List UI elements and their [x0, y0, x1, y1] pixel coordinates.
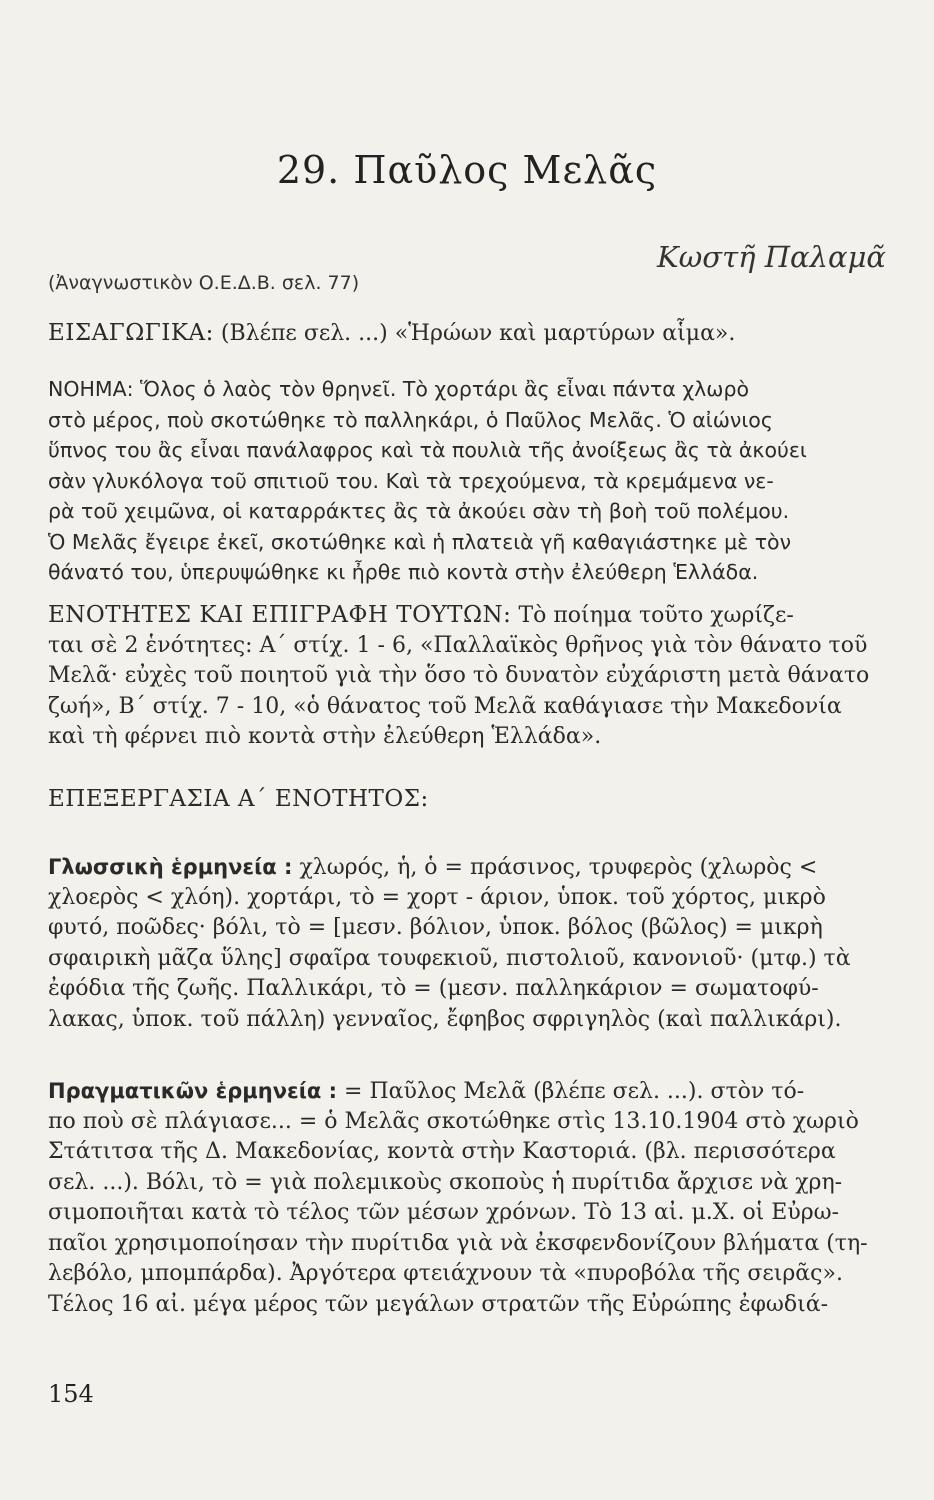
section-label: Γλωσσικὴ ἑρμηνεία :: [48, 855, 293, 879]
text-line: χλοερὸς < χλόη). χορτάρι, τὸ = χορτ - άριον, ὑποκ. τοῦ χόρτος, μικρὸ: [48, 884, 826, 910]
section-noima: [48, 374, 898, 588]
text-line: παῖοι χρησιμοποίησαν τὴν πυρίτιδα γιὰ νὰ ἐκσφενδονίζουν βλήματα (τη-: [48, 1230, 868, 1256]
page-number: 154: [48, 1380, 94, 1408]
text-line: Μελᾶ· εὐχὲς τοῦ ποιητοῦ γιὰ τὴν ὅσο τὸ δυνατὸν εὐχάριστη μετὰ θάνατο: [48, 663, 870, 688]
text-line: σφαιρικὴ μᾶζα ὕλης] σφαῖρα τουφεκιοῦ, πιστολιοῦ, κανονιοῦ· (μτφ.) τὰ: [48, 945, 851, 971]
text-line: ἐφόδια τῆς ζωῆς. Παλλικάρι, τὸ = (μεσν. παλληκάριον = σωματοφύ-: [48, 976, 819, 1001]
section-label: ΕΙΣΑΓΩΓΙΚΑ:: [48, 320, 214, 346]
section-enotites: [48, 600, 898, 753]
poem-author: Κωστῆ Παλαμᾶ: [656, 240, 886, 274]
text-line: φυτό, ποῶδες· βόλι, τὸ = [μεσν. βόλιον, ὑποκ. βόλος (βῶλος) = μικρὴ: [48, 915, 823, 940]
section-label: ΕΠΕΞΕΡΓΑΣΙΑ Α΄ ΕΝΟΤΗΤΟΣ:: [48, 786, 429, 812]
text-line: θάνατό του, ὑπερυψώθηκε κι ἦρθε πιὸ κοντὰ στὴν ἐλεύθερη Ἑλλάδα.: [48, 560, 759, 584]
text-line: λακας, ὑποκ. τοῦ πάλλη) γενναῖος, ἔφηβος σφριγηλὸς (καὶ παλλικάρι).: [48, 1006, 842, 1032]
section-epexergasia: [48, 784, 898, 815]
section-pragmatikon: [48, 1076, 898, 1320]
source-reference: (Ἀναγνωστικὸν Ο.Ε.Δ.Β. σελ. 77): [48, 272, 360, 294]
text-line: Τὸ ποίημα τοῦτο χωρίζε-: [518, 603, 794, 628]
text-line: σιμοποιῆται κατὰ τὸ τέλος τῶν μέσων χρόνων. Τὸ 13 αἰ. μ.Χ. οἱ Εὐρω-: [48, 1200, 840, 1225]
section-label: ΕΝΟΤΗΤΕΣ ΚΑΙ ΕΠΙΓΡΑΦΗ ΤΟΥΤΩΝ:: [48, 602, 512, 628]
section-eisagogika: [48, 318, 898, 349]
text-line: ρὰ τοῦ χειμῶνα, οἱ καταρράκτες ἂς τὰ ἀκούει σὰν τὴ βοὴ τοῦ πολέμου.: [48, 499, 790, 523]
text-line: πο ποὺ σὲ πλάγιασε... = ὁ Μελᾶς σκοτώθηκε στὶς 13.10.1904 στὸ χωριὸ: [48, 1108, 859, 1134]
text-line: Ὅλος ὁ λαὸς τὸν θρηνεῖ. Τὸ χορτάρι ἂς εἶναι πάντα χλωρὸ: [140, 377, 750, 401]
text-line: ζωή», Β΄ στίχ. 7 - 10, «ὁ θάνατος τοῦ Μελᾶ καθάγιασε τὴν Μακεδονία: [48, 693, 842, 719]
text-line: Τέλος 16 αἰ. μέγα μέρος τῶν μεγάλων στρατῶν τῆς Εὐρώπης ἐφωδιά-: [48, 1291, 829, 1317]
text-line: Στάτιτσα τῆς Δ. Μακεδονίας, κοντὰ στὴν Καστοριά. (βλ. περισσότερα: [48, 1139, 836, 1164]
text-line: λεβόλο, μπομπάρδα). Ἀργότερα φτειάχνουν τὰ «πυροβόλα τῆς σειρᾶς».: [48, 1261, 843, 1286]
text-line: Ὁ Μελᾶς ἔγειρε ἐκεῖ, σκοτώθηκε καὶ ἡ πλατειὰ γῆ καθαγιάστηκε μὲ τὸν: [48, 529, 792, 554]
page-title: 29. Παῦλος Μελᾶς: [276, 148, 658, 192]
text-line: ὕπνος του ἂς εἶναι πανάλαφρος καὶ τὰ πουλιὰ τῆς ἀνοίξεως ἂς τὰ ἀκούει: [48, 438, 807, 462]
text-line: σελ. ...). Βόλι, τὸ = γιὰ πολεμικοὺς σκοποὺς ἡ πυρίτιδα ἄρχισε νὰ χρη-: [48, 1169, 843, 1195]
section-label: ΝΟΗΜΑ:: [48, 377, 134, 401]
text-line: χλωρός, ἡ, ὁ = πράσινος, τρυφερὸς (χλωρὸς <: [299, 855, 818, 880]
text-line: = Παῦλος Μελᾶ (βλέπε σελ. ...). στὸν τό-: [344, 1079, 805, 1104]
section-glossiki: [48, 852, 898, 1035]
text-line: σὰν γλυκόλογα τοῦ σπιτιοῦ του. Καὶ τὰ τρεχούμενα, τὰ κρεμάμενα νε-: [48, 468, 774, 493]
section-text: (Βλέπε σελ. ...) «Ἡρώων καὶ μαρτύρων αἷμα».: [220, 321, 736, 346]
text-line: καὶ τὴ φέρνει πιὸ κοντὰ στὴν ἐλεύθερη Ἑλλάδα».: [48, 724, 602, 749]
section-label: Πραγματικῶν ἑρμηνεία :: [48, 1079, 338, 1103]
text-line: στὸ μέρος, ποὺ σκοτώθηκε τὸ παλληκάρι, ὁ Παῦλος Μελᾶς. Ὁ αἰώνιος: [48, 407, 773, 432]
text-line: ται σὲ 2 ἑνότητες: Α΄ στίχ. 1 - 6, «Παλλαϊκὸς θρῆνος γιὰ τὸν θάνατο τοῦ: [48, 632, 868, 658]
